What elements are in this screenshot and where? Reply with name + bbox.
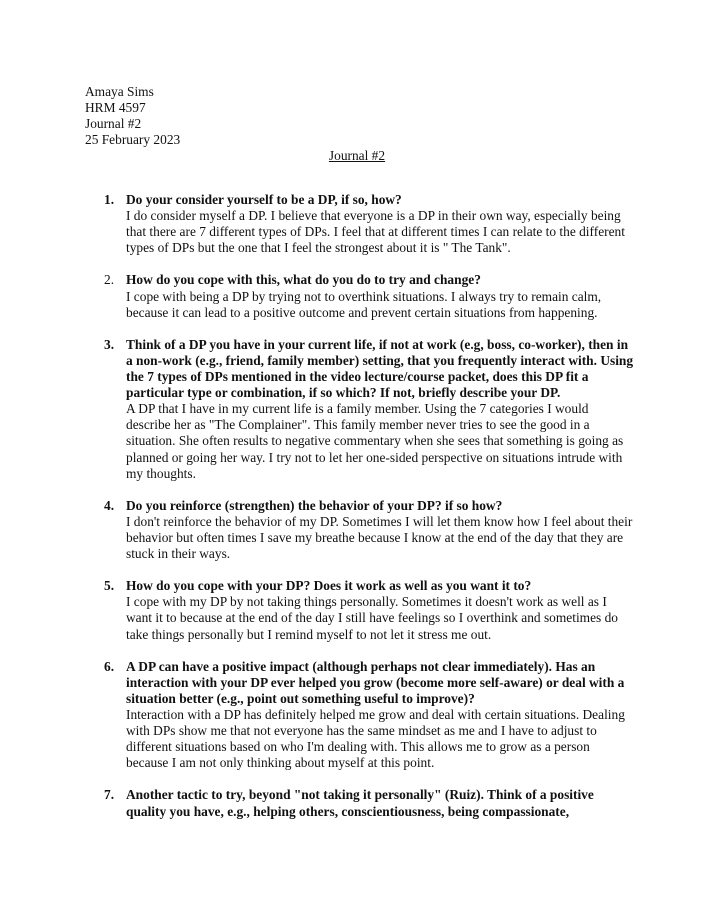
- question-item: [104, 337, 634, 482]
- journal-number: Journal #2: [85, 116, 142, 132]
- answer-text: A DP that I have in my current life is a family member. Using the 7 categories I would describe her as "The Complainer". This family member never tries to see the good in a situation. She often results to negative commentary when she sees that something is going as planned or going her way. I try not to let her one-sided perspective on situations intrude with my thoughts.: [126, 401, 624, 481]
- answer-text: I do consider myself a DP. I believe that everyone is a DP in their own way, especially being that there are 7 different types of DPs. I feel that at different times I can relate to the different types of DPs but the one that I feel the strongest about it is " The Tank".: [126, 208, 625, 256]
- question-item: [104, 498, 634, 562]
- answer-text: I don't reinforce the behavior of my DP. Sometimes I will let them know how I feel about their behavior but often times I save my breathe because I know at the end of the day that they are stuck in their ways.: [126, 513, 633, 562]
- answer-text: I cope with my DP by not taking things personally. Sometimes it doesn't work as well as I want it to because at the end of the day I still have feelings so I overthink and sometimes do take things personally but I remind myself to not let it stress me out.: [126, 594, 618, 642]
- question-number: 6.: [104, 658, 115, 674]
- question-text: Do your consider yourself to be a DP, if so, how?: [126, 192, 402, 207]
- question-number: 2.: [104, 272, 115, 288]
- question-text: Think of a DP you have in your current life, if not at work (e.g, boss, co-worker), then in a non-work (e.g., friend, family member) setting, that you frequently interact with. Using the 7 types of DPs mentioned in the video lecture/course packet, does this DP fit a particular type or combination, if so which? If not, briefly describe your DP.: [126, 336, 634, 401]
- question-text: Do you reinforce (strengthen) the behavior of your DP? if so how?: [126, 497, 503, 513]
- question-item: [104, 787, 634, 819]
- document-header: [85, 84, 645, 148]
- question-item: [104, 578, 634, 642]
- question-item: [104, 659, 634, 772]
- student-name: Amaya Sims: [85, 84, 154, 99]
- question-text: How do you cope with this, what do you do to try and change?: [126, 272, 481, 288]
- course-code: HRM 4597: [85, 100, 146, 116]
- answer-text: Interaction with a DP has definitely helped me grow and deal with certain situations. Dealing with DPs show me that not everyone has the same mindset as me and I have to adjust to different situations based on who I'm dealing with. This allows me to grow as a person because I am not only thinking about myself at this point.: [126, 707, 625, 771]
- question-number: 7.: [104, 787, 115, 803]
- question-number: 3.: [104, 336, 115, 352]
- question-number: 4.: [104, 497, 115, 513]
- document-title: Journal #2: [328, 148, 386, 163]
- question-text: A DP can have a positive impact (although perhaps not clear immediately). Has an interaction with your DP ever helped you grow (become more self-aware) or deal with a situation better (e.g., point out something useful to improve)?: [126, 658, 625, 706]
- question-number: 5.: [104, 578, 115, 594]
- question-number: 1.: [104, 192, 115, 207]
- question-item: [104, 192, 634, 256]
- question-text: Another tactic to try, beyond "not taking it personally" (Ruiz). Think of a positive quality you have, e.g., helping others, conscientiousness, being compassionate,: [126, 787, 594, 819]
- question-text: How do you cope with your DP? Does it work as well as you want it to?: [126, 578, 532, 594]
- document-date: 25 February 2023: [85, 132, 181, 148]
- question-item: [104, 272, 634, 320]
- question-list: [104, 192, 634, 836]
- answer-text: I cope with being a DP by trying not to overthink situations. I always try to remain calm, because it can lead to a positive outcome and prevent certain situations from happening.: [126, 288, 602, 320]
